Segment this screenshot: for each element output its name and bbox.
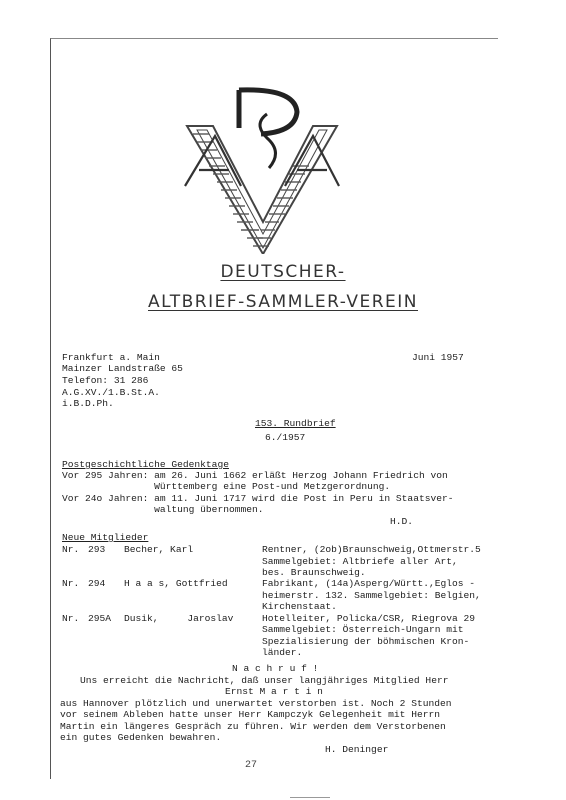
address-city: Frankfurt a. Main	[62, 352, 160, 363]
society-title-line2: ALTBRIEF-SAMMLER-VEREIN	[148, 292, 418, 312]
nachruf-line: ein gutes Gedenken bewahren.	[60, 732, 222, 743]
member-nr: Nr.	[62, 544, 80, 555]
member-detail: Fabrikant, (14a)Asperg/Württ.,Eglos -	[262, 578, 476, 589]
address-phone: Telefon: 31 286	[62, 375, 149, 386]
member-detail: länder.	[262, 647, 303, 658]
society-title-line1: DEUTSCHER-	[220, 262, 346, 282]
bottom-rule	[290, 797, 330, 798]
page-number: 27	[245, 760, 258, 771]
member-detail: bes. Braunschweig.	[262, 567, 366, 578]
rundbrief-number: 153. Rundbrief	[255, 418, 336, 429]
address-street: Mainzer Landstraße 65	[62, 363, 183, 374]
member-detail: Hotelleiter, Policka/CSR, Riegrova 29	[262, 613, 476, 624]
letter-date: Juni 1957	[412, 352, 464, 363]
gedenktage-line: waltung übernommen.	[62, 504, 264, 515]
nachruf-name: Ernst M a r t i n	[225, 686, 323, 697]
mitglieder-heading: Neue Mitglieder	[62, 532, 149, 543]
nachruf-signature: H. Deninger	[325, 744, 389, 755]
member-name: Becher, Karl	[124, 544, 194, 555]
rundbrief-issue: 6./1957	[265, 432, 306, 443]
member-detail: Rentner, (2ob)Braunschweig,Ottmerstr.5	[262, 544, 481, 555]
member-number: 293	[88, 544, 106, 555]
nachruf-line: vor seinem Ableben hatte unser Herr Kampczyk Gelegenheit mit Herrn	[60, 709, 440, 720]
member-detail: Sammelgebiet: Altbriefe aller Art,	[262, 556, 458, 567]
member-name: H a a s, Gottfried	[124, 578, 228, 589]
society-logo	[175, 84, 375, 254]
member-name: Dusik, Jaroslav	[124, 613, 234, 624]
nachruf-heading: N a c h r u f !	[232, 663, 319, 674]
member-nr: Nr.	[62, 578, 80, 589]
nachruf-line: Martin ein längeres Gespräch zu führen. Wir werden dem Verstorbenen	[60, 721, 446, 732]
member-detail: Spezialisierung der böhmischen Kron-	[262, 636, 470, 647]
gedenktage-line: Vor 295 Jahren: am 26. Juni 1662 erläßt Herzog Johann Friedrich von	[62, 470, 448, 481]
gedenktage-heading: Postgeschichtliche Gedenktage	[62, 459, 229, 470]
member-detail: heimerstr. 132. Sammelgebiet: Belgien,	[262, 590, 481, 601]
address-org1: A.G.XV./1.B.St.A.	[62, 387, 160, 398]
member-nr: Nr.	[62, 613, 80, 624]
nachruf-line: Uns erreicht die Nachricht, daß unser langjähriges Mitglied Herr	[80, 675, 449, 686]
member-number: 295A	[88, 613, 112, 624]
member-detail: Kirchenstaat.	[262, 601, 337, 612]
gedenktage-signature: H.D.	[390, 516, 414, 527]
member-detail: Sammelgebiet: Österreich-Ungarn mit	[262, 624, 464, 635]
address-org2: i.B.D.Ph.	[62, 398, 114, 409]
gedenktage-line: Württemberg eine Post-und Metzgerordnung.	[62, 481, 391, 492]
nachruf-line: aus Hannover plötzlich und unerwartet verstorben ist. Noch 2 Stunden	[60, 698, 452, 709]
gedenktage-line: Vor 24o Jahren: am 11. Juni 1717 wird die Post in Peru in Staatsver-	[62, 493, 454, 504]
member-number: 294	[88, 578, 106, 589]
